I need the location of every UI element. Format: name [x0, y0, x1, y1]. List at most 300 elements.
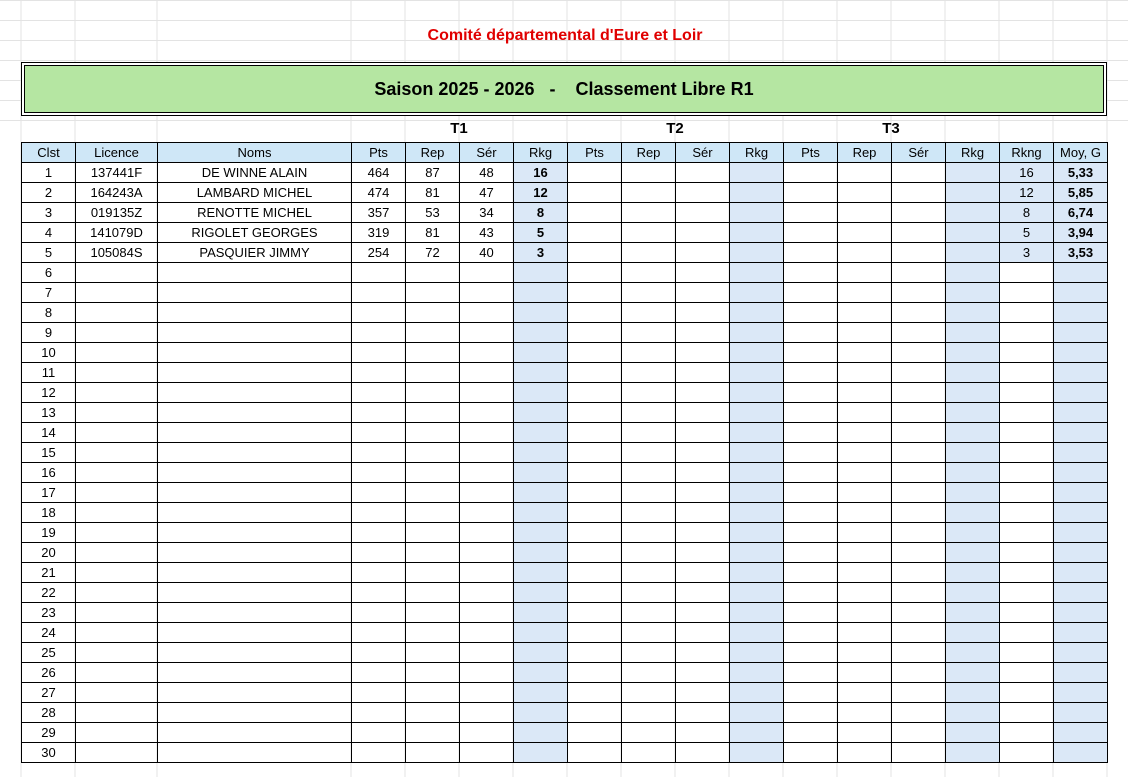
- table-cell[interactable]: [460, 283, 514, 303]
- table-cell[interactable]: [1054, 303, 1108, 323]
- table-cell[interactable]: [622, 603, 676, 623]
- table-cell[interactable]: [838, 503, 892, 523]
- table-cell[interactable]: [622, 303, 676, 323]
- table-cell[interactable]: [568, 363, 622, 383]
- table-cell[interactable]: [1054, 283, 1108, 303]
- table-cell[interactable]: [892, 643, 946, 663]
- table-cell[interactable]: [460, 563, 514, 583]
- table-cell[interactable]: [1054, 663, 1108, 683]
- table-cell[interactable]: [1000, 683, 1054, 703]
- table-cell[interactable]: [838, 643, 892, 663]
- clst-cell[interactable]: 18: [22, 503, 76, 523]
- table-cell[interactable]: [730, 223, 784, 243]
- table-cell[interactable]: [784, 443, 838, 463]
- table-cell[interactable]: [838, 483, 892, 503]
- table-cell[interactable]: [892, 223, 946, 243]
- table-cell[interactable]: [1054, 563, 1108, 583]
- table-cell[interactable]: [1054, 423, 1108, 443]
- ser-cell[interactable]: 48: [460, 163, 514, 183]
- table-cell[interactable]: [406, 603, 460, 623]
- table-cell[interactable]: [676, 443, 730, 463]
- table-cell[interactable]: [406, 663, 460, 683]
- table-cell[interactable]: [352, 583, 406, 603]
- table-cell[interactable]: [1000, 483, 1054, 503]
- table-cell[interactable]: [676, 483, 730, 503]
- table-cell[interactable]: [460, 623, 514, 643]
- table-cell[interactable]: [730, 243, 784, 263]
- moy-cell[interactable]: 6,74: [1054, 203, 1108, 223]
- table-cell[interactable]: [158, 283, 352, 303]
- table-cell[interactable]: [76, 483, 158, 503]
- table-cell[interactable]: [946, 483, 1000, 503]
- table-cell[interactable]: [514, 283, 568, 303]
- table-cell[interactable]: [568, 163, 622, 183]
- table-cell[interactable]: [946, 743, 1000, 763]
- player-name-cell[interactable]: DE WINNE ALAIN: [158, 163, 352, 183]
- table-cell[interactable]: [946, 343, 1000, 363]
- table-cell[interactable]: [676, 623, 730, 643]
- table-cell[interactable]: [1054, 263, 1108, 283]
- table-cell[interactable]: [568, 663, 622, 683]
- rkng-cell[interactable]: 5: [1000, 223, 1054, 243]
- table-cell[interactable]: [76, 603, 158, 623]
- table-cell[interactable]: [838, 263, 892, 283]
- table-cell[interactable]: [1054, 403, 1108, 423]
- table-cell[interactable]: [730, 723, 784, 743]
- table-cell[interactable]: [676, 563, 730, 583]
- table-cell[interactable]: [730, 563, 784, 583]
- table-cell[interactable]: [352, 663, 406, 683]
- table-cell[interactable]: [568, 183, 622, 203]
- table-cell[interactable]: [892, 683, 946, 703]
- table-cell[interactable]: [622, 703, 676, 723]
- table-cell[interactable]: [76, 623, 158, 643]
- table-cell[interactable]: [892, 723, 946, 743]
- table-cell[interactable]: [460, 583, 514, 603]
- column-header[interactable]: Rep: [406, 143, 460, 163]
- table-cell[interactable]: [568, 703, 622, 723]
- table-cell[interactable]: [158, 483, 352, 503]
- table-cell[interactable]: [946, 603, 1000, 623]
- table-cell[interactable]: [730, 503, 784, 523]
- table-cell[interactable]: [460, 343, 514, 363]
- table-cell[interactable]: [1000, 543, 1054, 563]
- rep-cell[interactable]: 81: [406, 183, 460, 203]
- table-cell[interactable]: [406, 443, 460, 463]
- table-cell[interactable]: [514, 643, 568, 663]
- table-cell[interactable]: [76, 403, 158, 423]
- table-cell[interactable]: [1000, 523, 1054, 543]
- table-cell[interactable]: [568, 283, 622, 303]
- table-cell[interactable]: [946, 223, 1000, 243]
- table-cell[interactable]: [352, 743, 406, 763]
- table-cell[interactable]: [838, 723, 892, 743]
- table-cell[interactable]: [838, 283, 892, 303]
- table-cell[interactable]: [514, 483, 568, 503]
- table-cell[interactable]: [568, 643, 622, 663]
- table-cell[interactable]: [76, 263, 158, 283]
- table-cell[interactable]: [406, 503, 460, 523]
- table-cell[interactable]: [406, 283, 460, 303]
- table-cell[interactable]: [946, 683, 1000, 703]
- table-cell[interactable]: [622, 463, 676, 483]
- table-cell[interactable]: [158, 463, 352, 483]
- table-cell[interactable]: [514, 563, 568, 583]
- table-cell[interactable]: [730, 583, 784, 603]
- table-cell[interactable]: [568, 563, 622, 583]
- table-cell[interactable]: [514, 443, 568, 463]
- table-cell[interactable]: [460, 743, 514, 763]
- table-cell[interactable]: [946, 523, 1000, 543]
- table-cell[interactable]: [352, 403, 406, 423]
- table-cell[interactable]: [158, 543, 352, 563]
- table-cell[interactable]: [1000, 583, 1054, 603]
- table-cell[interactable]: [158, 343, 352, 363]
- table-cell[interactable]: [158, 423, 352, 443]
- table-cell[interactable]: [676, 283, 730, 303]
- table-cell[interactable]: [784, 423, 838, 443]
- table-cell[interactable]: [622, 663, 676, 683]
- clst-cell[interactable]: 14: [22, 423, 76, 443]
- table-cell[interactable]: [892, 383, 946, 403]
- table-cell[interactable]: [76, 423, 158, 443]
- table-cell[interactable]: [1054, 743, 1108, 763]
- clst-cell[interactable]: 23: [22, 603, 76, 623]
- table-cell[interactable]: [892, 463, 946, 483]
- table-cell[interactable]: [568, 323, 622, 343]
- table-cell[interactable]: [352, 563, 406, 583]
- column-header[interactable]: Licence: [76, 143, 158, 163]
- table-cell[interactable]: [568, 683, 622, 703]
- table-cell[interactable]: [352, 463, 406, 483]
- table-cell[interactable]: [514, 683, 568, 703]
- rkng-cell[interactable]: 3: [1000, 243, 1054, 263]
- table-cell[interactable]: [676, 503, 730, 523]
- table-cell[interactable]: [76, 703, 158, 723]
- clst-cell[interactable]: 27: [22, 683, 76, 703]
- table-cell[interactable]: [352, 443, 406, 463]
- table-cell[interactable]: [676, 603, 730, 623]
- table-cell[interactable]: [406, 563, 460, 583]
- table-cell[interactable]: [514, 343, 568, 363]
- table-cell[interactable]: [892, 183, 946, 203]
- table-cell[interactable]: [76, 723, 158, 743]
- table-cell[interactable]: [838, 163, 892, 183]
- clst-cell[interactable]: 3: [22, 203, 76, 223]
- table-cell[interactable]: [946, 423, 1000, 443]
- table-cell[interactable]: [892, 323, 946, 343]
- table-cell[interactable]: [406, 423, 460, 443]
- table-cell[interactable]: [946, 663, 1000, 683]
- table-cell[interactable]: [1054, 483, 1108, 503]
- table-cell[interactable]: [158, 603, 352, 623]
- table-cell[interactable]: [730, 443, 784, 463]
- table-cell[interactable]: [1054, 683, 1108, 703]
- table-cell[interactable]: [514, 383, 568, 403]
- rkg-cell[interactable]: 16: [514, 163, 568, 183]
- table-cell[interactable]: [622, 563, 676, 583]
- table-cell[interactable]: [838, 603, 892, 623]
- table-cell[interactable]: [784, 603, 838, 623]
- table-cell[interactable]: [730, 323, 784, 343]
- player-name-cell[interactable]: RIGOLET GEORGES: [158, 223, 352, 243]
- table-cell[interactable]: [352, 603, 406, 623]
- table-cell[interactable]: [352, 623, 406, 643]
- table-cell[interactable]: [838, 243, 892, 263]
- table-cell[interactable]: [946, 363, 1000, 383]
- table-cell[interactable]: [946, 183, 1000, 203]
- table-cell[interactable]: [730, 403, 784, 423]
- table-cell[interactable]: [460, 483, 514, 503]
- table-cell[interactable]: [676, 723, 730, 743]
- table-cell[interactable]: [76, 463, 158, 483]
- table-cell[interactable]: [406, 743, 460, 763]
- table-cell[interactable]: [1000, 363, 1054, 383]
- table-cell[interactable]: [676, 263, 730, 283]
- table-cell[interactable]: [622, 283, 676, 303]
- table-cell[interactable]: [784, 523, 838, 543]
- column-header[interactable]: Noms: [158, 143, 352, 163]
- table-cell[interactable]: [730, 163, 784, 183]
- licence-cell[interactable]: 137441F: [76, 163, 158, 183]
- table-cell[interactable]: [158, 523, 352, 543]
- table-cell[interactable]: [568, 423, 622, 443]
- table-cell[interactable]: [676, 543, 730, 563]
- table-cell[interactable]: [460, 403, 514, 423]
- table-cell[interactable]: [892, 283, 946, 303]
- table-cell[interactable]: [1000, 403, 1054, 423]
- clst-cell[interactable]: 29: [22, 723, 76, 743]
- table-cell[interactable]: [622, 503, 676, 523]
- table-cell[interactable]: [730, 263, 784, 283]
- moy-cell[interactable]: 3,53: [1054, 243, 1108, 263]
- table-cell[interactable]: [946, 163, 1000, 183]
- table-cell[interactable]: [568, 343, 622, 363]
- table-cell[interactable]: [352, 343, 406, 363]
- table-cell[interactable]: [892, 203, 946, 223]
- table-cell[interactable]: [946, 583, 1000, 603]
- table-cell[interactable]: [784, 263, 838, 283]
- table-cell[interactable]: [514, 363, 568, 383]
- table-cell[interactable]: [406, 343, 460, 363]
- table-cell[interactable]: [406, 323, 460, 343]
- table-cell[interactable]: [730, 703, 784, 723]
- table-cell[interactable]: [1000, 443, 1054, 463]
- clst-cell[interactable]: 13: [22, 403, 76, 423]
- table-cell[interactable]: [676, 203, 730, 223]
- rkg-cell[interactable]: 3: [514, 243, 568, 263]
- table-cell[interactable]: [730, 423, 784, 443]
- table-cell[interactable]: [730, 623, 784, 643]
- table-cell[interactable]: [1054, 623, 1108, 643]
- clst-cell[interactable]: 5: [22, 243, 76, 263]
- table-cell[interactable]: [1054, 363, 1108, 383]
- table-cell[interactable]: [946, 443, 1000, 463]
- table-cell[interactable]: [676, 163, 730, 183]
- table-cell[interactable]: [892, 523, 946, 543]
- ser-cell[interactable]: 40: [460, 243, 514, 263]
- table-cell[interactable]: [946, 463, 1000, 483]
- rkg-cell[interactable]: 12: [514, 183, 568, 203]
- table-cell[interactable]: [406, 483, 460, 503]
- table-cell[interactable]: [838, 363, 892, 383]
- table-cell[interactable]: [352, 483, 406, 503]
- table-cell[interactable]: [76, 363, 158, 383]
- table-cell[interactable]: [1000, 463, 1054, 483]
- table-cell[interactable]: [1054, 603, 1108, 623]
- rep-cell[interactable]: 72: [406, 243, 460, 263]
- table-cell[interactable]: [406, 523, 460, 543]
- table-cell[interactable]: [730, 383, 784, 403]
- table-cell[interactable]: [892, 483, 946, 503]
- table-cell[interactable]: [460, 323, 514, 343]
- table-cell[interactable]: [892, 663, 946, 683]
- table-cell[interactable]: [676, 523, 730, 543]
- table-cell[interactable]: [158, 323, 352, 343]
- moy-cell[interactable]: 3,94: [1054, 223, 1108, 243]
- table-cell[interactable]: [460, 683, 514, 703]
- table-cell[interactable]: [352, 283, 406, 303]
- table-cell[interactable]: [838, 203, 892, 223]
- table-cell[interactable]: [406, 263, 460, 283]
- table-cell[interactable]: [838, 183, 892, 203]
- table-cell[interactable]: [730, 203, 784, 223]
- table-cell[interactable]: [784, 703, 838, 723]
- table-cell[interactable]: [1000, 723, 1054, 743]
- clst-cell[interactable]: 9: [22, 323, 76, 343]
- table-cell[interactable]: [568, 383, 622, 403]
- table-cell[interactable]: [76, 383, 158, 403]
- table-cell[interactable]: [622, 643, 676, 663]
- table-cell[interactable]: [946, 563, 1000, 583]
- clst-cell[interactable]: 11: [22, 363, 76, 383]
- table-cell[interactable]: [1054, 703, 1108, 723]
- table-cell[interactable]: [406, 683, 460, 703]
- pts-cell[interactable]: 357: [352, 203, 406, 223]
- column-header[interactable]: Rkg: [730, 143, 784, 163]
- table-cell[interactable]: [514, 523, 568, 543]
- table-cell[interactable]: [76, 523, 158, 543]
- table-cell[interactable]: [946, 303, 1000, 323]
- table-cell[interactable]: [838, 623, 892, 643]
- table-cell[interactable]: [406, 583, 460, 603]
- table-cell[interactable]: [784, 243, 838, 263]
- table-cell[interactable]: [676, 243, 730, 263]
- table-cell[interactable]: [76, 663, 158, 683]
- table-cell[interactable]: [568, 203, 622, 223]
- table-cell[interactable]: [622, 263, 676, 283]
- table-cell[interactable]: [76, 303, 158, 323]
- table-cell[interactable]: [946, 503, 1000, 523]
- table-cell[interactable]: [892, 503, 946, 523]
- column-header[interactable]: Pts: [784, 143, 838, 163]
- table-cell[interactable]: [892, 343, 946, 363]
- rkng-cell[interactable]: 12: [1000, 183, 1054, 203]
- table-cell[interactable]: [568, 463, 622, 483]
- table-cell[interactable]: [1000, 303, 1054, 323]
- table-cell[interactable]: [784, 583, 838, 603]
- table-cell[interactable]: [514, 543, 568, 563]
- table-cell[interactable]: [76, 323, 158, 343]
- table-cell[interactable]: [622, 443, 676, 463]
- table-cell[interactable]: [892, 623, 946, 643]
- table-cell[interactable]: [892, 743, 946, 763]
- column-header[interactable]: Sér: [460, 143, 514, 163]
- table-cell[interactable]: [76, 283, 158, 303]
- rep-cell[interactable]: 87: [406, 163, 460, 183]
- table-cell[interactable]: [406, 703, 460, 723]
- table-cell[interactable]: [352, 703, 406, 723]
- table-cell[interactable]: [784, 223, 838, 243]
- table-cell[interactable]: [946, 263, 1000, 283]
- table-cell[interactable]: [352, 723, 406, 743]
- table-cell[interactable]: [460, 643, 514, 663]
- table-cell[interactable]: [946, 723, 1000, 743]
- table-cell[interactable]: [892, 603, 946, 623]
- table-cell[interactable]: [946, 383, 1000, 403]
- table-cell[interactable]: [676, 303, 730, 323]
- table-cell[interactable]: [730, 463, 784, 483]
- table-cell[interactable]: [838, 323, 892, 343]
- table-cell[interactable]: [946, 543, 1000, 563]
- table-cell[interactable]: [784, 663, 838, 683]
- clst-cell[interactable]: 30: [22, 743, 76, 763]
- table-cell[interactable]: [838, 563, 892, 583]
- table-cell[interactable]: [406, 363, 460, 383]
- table-cell[interactable]: [568, 723, 622, 743]
- table-cell[interactable]: [514, 403, 568, 423]
- table-cell[interactable]: [1054, 503, 1108, 523]
- table-cell[interactable]: [1054, 383, 1108, 403]
- rkg-cell[interactable]: 8: [514, 203, 568, 223]
- table-cell[interactable]: [568, 223, 622, 243]
- table-cell[interactable]: [568, 483, 622, 503]
- pts-cell[interactable]: 319: [352, 223, 406, 243]
- table-cell[interactable]: [784, 343, 838, 363]
- table-cell[interactable]: [1054, 323, 1108, 343]
- table-cell[interactable]: [568, 623, 622, 643]
- table-cell[interactable]: [946, 203, 1000, 223]
- table-cell[interactable]: [460, 503, 514, 523]
- table-cell[interactable]: [838, 443, 892, 463]
- table-cell[interactable]: [568, 243, 622, 263]
- table-cell[interactable]: [1000, 423, 1054, 443]
- table-cell[interactable]: [568, 503, 622, 523]
- table-cell[interactable]: [784, 543, 838, 563]
- clst-cell[interactable]: 26: [22, 663, 76, 683]
- table-cell[interactable]: [892, 403, 946, 423]
- table-cell[interactable]: [730, 283, 784, 303]
- table-cell[interactable]: [568, 543, 622, 563]
- table-cell[interactable]: [514, 263, 568, 283]
- player-name-cell[interactable]: LAMBARD MICHEL: [158, 183, 352, 203]
- table-cell[interactable]: [784, 203, 838, 223]
- table-cell[interactable]: [892, 703, 946, 723]
- licence-cell[interactable]: 164243A: [76, 183, 158, 203]
- column-header[interactable]: Rkg: [514, 143, 568, 163]
- table-cell[interactable]: [568, 523, 622, 543]
- table-cell[interactable]: [460, 723, 514, 743]
- table-cell[interactable]: [622, 683, 676, 703]
- table-cell[interactable]: [1000, 283, 1054, 303]
- table-cell[interactable]: [406, 643, 460, 663]
- table-cell[interactable]: [158, 623, 352, 643]
- table-cell[interactable]: [158, 563, 352, 583]
- clst-cell[interactable]: 12: [22, 383, 76, 403]
- table-cell[interactable]: [838, 703, 892, 723]
- table-cell[interactable]: [158, 643, 352, 663]
- table-cell[interactable]: [76, 643, 158, 663]
